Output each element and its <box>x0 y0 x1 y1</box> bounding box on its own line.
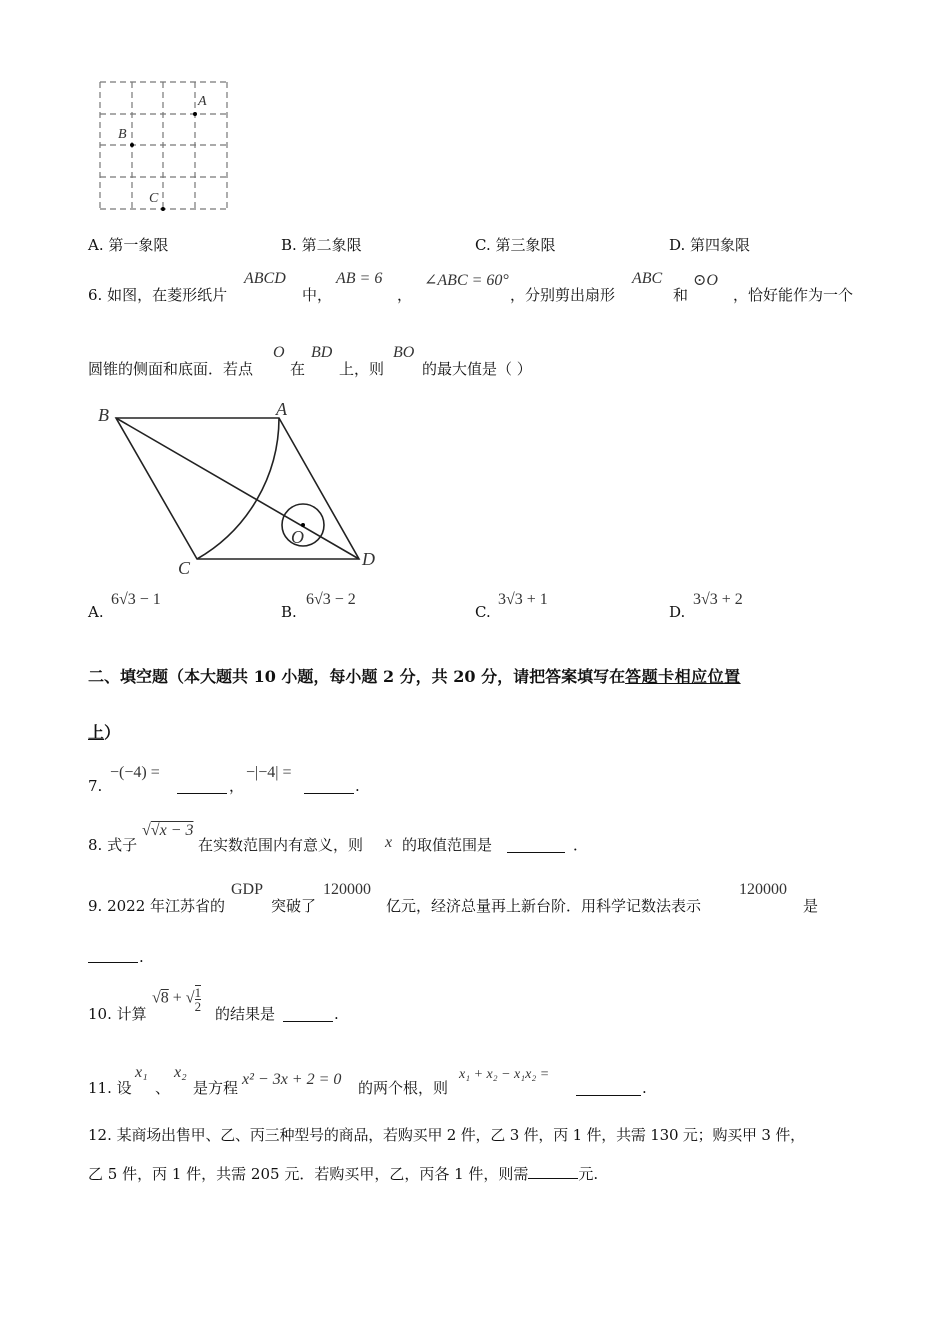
text: . <box>139 948 144 966</box>
q8-expr: √√x − 3 <box>142 822 194 839</box>
q6-option-c-key: C. <box>475 603 491 621</box>
q7-blank2[interactable] <box>304 779 354 794</box>
q6-option-b-text: 6√3 − 2 <box>306 591 356 608</box>
q6-option-c-text: 3√3 + 1 <box>498 591 548 608</box>
q8-blank[interactable] <box>507 838 565 853</box>
rhombus-label-a: A <box>276 399 287 419</box>
option-key: A. <box>88 236 104 254</box>
question-number: 6. <box>88 286 103 304</box>
q6-math-circle-o: ⊙O <box>693 272 718 289</box>
option-key: C. <box>475 236 491 254</box>
grid-label-b: B <box>118 127 127 142</box>
grid-label-c: C <box>149 191 159 206</box>
text: 的最大值是（ ） <box>422 360 532 378</box>
grid-figure <box>95 78 240 218</box>
q9-line <box>88 897 225 915</box>
q6-option-a-text: 6√3 − 1 <box>111 591 161 608</box>
q9-blank[interactable] <box>88 948 138 963</box>
q6-math-abc: ABC <box>632 270 663 287</box>
q6-option-d-key: D. <box>669 603 686 621</box>
rhombus-label-d: D <box>362 549 375 569</box>
q5-option-b <box>281 236 362 254</box>
q7-number: 7. <box>88 777 103 795</box>
q9-number2: 120000 <box>739 881 787 898</box>
option-key: D. <box>669 236 686 254</box>
rhombus-figure <box>90 395 390 580</box>
option-text: 第二象限 <box>301 236 362 254</box>
q10-expr: √8 + √ $\frac{1}{2}$ <box>152 985 202 1014</box>
q10-blank[interactable] <box>283 1007 333 1022</box>
point-c <box>161 207 165 211</box>
grid-label-a: A <box>198 94 207 109</box>
text: 2022 年江苏省的 <box>107 897 226 915</box>
text: 计算 <box>116 1005 147 1023</box>
text: 乙 5 件，丙 1 件，共需 205 元．若购买甲，乙，丙各 1 件，则需 <box>88 1165 529 1183</box>
q12-line1 <box>88 1126 805 1144</box>
question-number: 11. <box>88 1079 112 1097</box>
q12-line2 <box>88 1164 598 1183</box>
point-b <box>130 143 134 147</box>
q9-number1: 120000 <box>323 881 371 898</box>
text: 某商场出售甲、乙、丙三种型号的商品，若购买甲 2 件，乙 3 件，丙 1 件，共需 130 元；购买甲 3 件， <box>116 1126 805 1144</box>
question-number: 12. <box>88 1126 112 1144</box>
q6-math-angle: ∠ABC = 60° <box>424 272 509 289</box>
text: 和 <box>673 286 689 304</box>
q5-option-d <box>669 236 750 254</box>
heading-text: 二、填空题（本大题共 10 小题，每小题 2 分，共 20 分，请把答案填写在 <box>88 667 626 686</box>
q11-x1: x₁ <box>135 1064 148 1081</box>
text: ，分别剪出扇形 <box>510 286 616 304</box>
text: ， <box>397 286 413 304</box>
q11-blank[interactable] <box>576 1081 641 1096</box>
q11-equation: x² − 3x + 2 = 0 <box>242 1071 342 1088</box>
point-a <box>193 112 197 116</box>
text: 元. <box>578 1165 599 1183</box>
q8-line <box>88 836 137 854</box>
section-heading <box>88 664 741 687</box>
text: 亿元，经济总量再上新台阶．用科学记数法表示 <box>386 897 702 915</box>
text: 设 <box>116 1079 132 1097</box>
q6-line1 <box>88 286 227 304</box>
rhombus-label-c: C <box>178 558 191 578</box>
radicand: √x − 3 <box>150 822 194 839</box>
q5-option-a <box>88 236 168 254</box>
q7-expr1: −(−4) = <box>110 764 160 781</box>
q7-expr2: −|−4| = <box>246 764 292 781</box>
q11-line <box>88 1079 132 1097</box>
option-key: B. <box>281 236 297 254</box>
text: 上，则 <box>339 360 385 378</box>
q8-var: x <box>385 834 393 851</box>
rhombus-label-b: B <box>98 405 109 425</box>
q6-option-d-text: 3√3 + 2 <box>693 591 743 608</box>
q11-expr: x₁ + x₂ − x₁x₂ = <box>459 1067 550 1082</box>
question-number: 10. <box>88 1005 112 1023</box>
text: 圆锥的侧面和底面．若点 <box>88 360 254 378</box>
question-number: 9. <box>88 897 103 915</box>
q6-math-ab: AB = 6 <box>336 270 383 287</box>
text: ，恰好能作为一个 <box>733 286 854 304</box>
q6-math-o: O <box>273 344 285 361</box>
question-number: 8. <box>88 836 103 854</box>
text: 式子 <box>107 836 138 854</box>
q6-math-abcd: ABCD <box>244 270 286 287</box>
option-text: 第四象限 <box>690 236 751 254</box>
text: 的两个根，则 <box>358 1079 449 1097</box>
text: 是方程 <box>193 1079 239 1097</box>
text: . <box>642 1079 647 1097</box>
q11-x2: x₂ <box>174 1064 187 1081</box>
q6-option-b-key: B. <box>281 603 297 621</box>
text: 是 <box>803 897 819 915</box>
text: 在 <box>290 360 306 378</box>
text: . <box>334 1005 339 1023</box>
text: ， <box>229 777 245 795</box>
text: 的结果是 <box>215 1005 276 1023</box>
text: 的取值范围是 <box>402 836 493 854</box>
option-text: 第一象限 <box>108 236 169 254</box>
q9-gdp: GDP <box>231 881 264 898</box>
heading-text: ） <box>104 723 121 742</box>
text: 突破了 <box>271 897 317 915</box>
heading-emphasis: 答题卡相应位置 <box>625 667 741 686</box>
text: 在实数范围内有意义，则 <box>198 836 364 854</box>
section-heading-cont <box>88 720 120 743</box>
q6-math-bd: BD <box>311 344 333 361</box>
q5-option-c <box>475 236 556 254</box>
rhombus-label-o: O <box>291 527 304 547</box>
text: 、 <box>155 1079 171 1097</box>
text: ． <box>573 836 589 854</box>
q6-option-a-key: A. <box>88 603 104 621</box>
text: . <box>355 777 360 795</box>
q10-line <box>88 1005 147 1023</box>
text: 如图，在菱形纸片 <box>107 286 228 304</box>
q12-blank[interactable] <box>528 1164 578 1179</box>
q7-blank1[interactable] <box>177 779 227 794</box>
text: 中， <box>302 286 333 304</box>
heading-emphasis: 上 <box>88 723 105 742</box>
q6-math-bo: BO <box>393 344 415 361</box>
option-text: 第三象限 <box>495 236 556 254</box>
